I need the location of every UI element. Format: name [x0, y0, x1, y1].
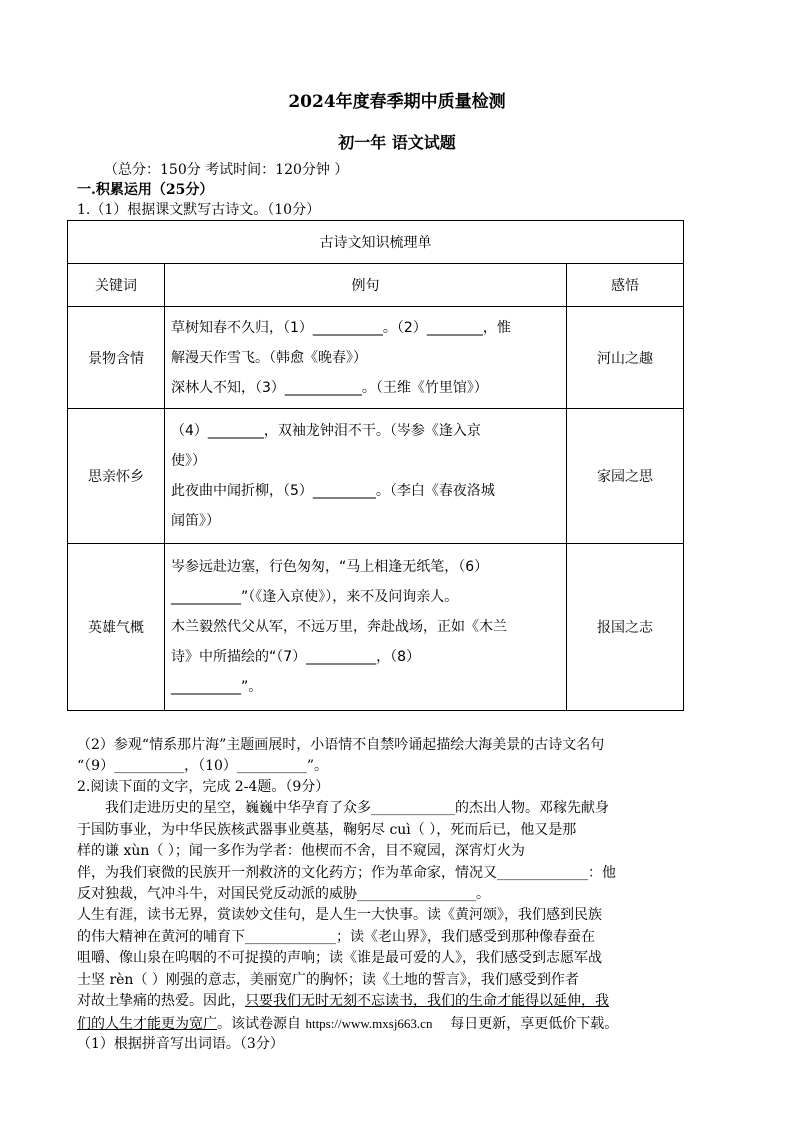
reading-paragraph-2 — [77, 905, 717, 1035]
insight-cell: 家园之思 — [567, 409, 684, 544]
paragraph-line: 样的谦 xùn（ ）；闻一多作为学者：他楔而不舍，目不窥园，深宵灯火为 — [77, 843, 525, 859]
example-line: 解漫天作雪飞。（韩愈《晚春》） — [171, 349, 367, 366]
exam-info: （总分：150分 考试时间：120分钟 ） — [104, 162, 349, 178]
example-line: 诗》中所描绘的“（7）__________，（8） — [171, 649, 421, 665]
paragraph-line: 的伟大精神在黄河的哺育下_____________；读《老山界》，我们感受到那种像春蚕在 — [77, 928, 595, 945]
header-insight: 感悟 — [567, 264, 684, 307]
question-2-intro: 2.阅读下面的文字，完成 2-4题。（9分） — [77, 779, 330, 795]
exam-title: 2024年度春季期中质量检测 — [288, 92, 506, 112]
question-2-1: （1）根据拼音写出词语。（3分） — [77, 1036, 284, 1052]
section-heading: 一.积累运用（25分） — [77, 182, 214, 198]
paragraph-line: 反对独裁，气冲斗牛，对国民党反动派的威胁_________________。 — [77, 886, 490, 902]
header-keyword: 关键词 — [68, 264, 165, 307]
example-line: __________”（《逢入京使》），来不及问询亲人。 — [171, 589, 459, 605]
example-line: 木兰毅然代父从军，不远万里，奔赴战场，正如《木兰 — [171, 619, 507, 635]
paragraph-text: 对故土挚痛的热爱。因此， — [77, 993, 245, 1009]
example-line: 闻笛》） — [171, 513, 220, 529]
example-line: 使》） — [171, 453, 206, 469]
paragraph-line: 我们走进历史的星空，巍巍中华孕育了众多____________的杰出人物。邓稼先献身 — [105, 800, 609, 816]
example-line: 岑参远赴边塞，行色匆匆，“马上相逢无纸笔，（6） — [171, 559, 489, 575]
reading-paragraph-1 — [77, 798, 717, 906]
watermark-url: https://www.mxsj663.cn — [305, 1015, 433, 1031]
question-1-intro: 1.（1）根据课文默写古诗文。（10分） — [77, 202, 321, 218]
example-line: （4）________，双袖龙钟泪不干。（岑参《逢入京 — [171, 423, 481, 439]
poetry-knowledge-table — [67, 220, 684, 711]
insight-cell: 河山之趣 — [567, 307, 684, 409]
example-line: 草树知春不久归，（1）__________。（2）________，惟 — [171, 319, 511, 336]
example-cell — [165, 307, 567, 409]
example-line: 深林人不知，（3）___________。（王维《竹里馆》） — [171, 379, 488, 396]
keyword-cell: 思亲怀乡 — [68, 409, 165, 544]
header-example: 例句 — [165, 264, 567, 307]
example-line: 此夜曲中闻折柳，（5）_________。（李白《春夜洛城 — [171, 483, 495, 499]
paragraph-line: 人生有涯，读书无界，赏读妙文佳句，是人生一大快事。读《黄河颂》，我们感到民族 — [77, 907, 602, 923]
paragraph-line: 于国防事业，为中华民族核武器事业奠基，鞠躬尽 cuì（ ），死而后已，他又是那 — [77, 821, 577, 838]
example-cell — [165, 409, 567, 544]
example-line: __________”。 — [171, 679, 263, 695]
underlined-sentence: 只要我们无时无刻不忘读书，我们的生命才能得以延伸，我 — [245, 993, 609, 1009]
underlined-sentence-end: 们的人生才能更为宽广 — [77, 1015, 217, 1032]
paragraph-line: 士坚 rèn（ ）刚强的意志，美丽宽广的胸怀；读《土地的誓言》，我们感受到作者 — [77, 971, 579, 988]
paragraph-line: 咀嚼、像山泉在呜咽的不可捉摸的声响；读《谁是最可爱的人》，我们感受到志愿军战 — [77, 950, 602, 966]
question-1-2-line1: （2）参观“情系那片海”主题画展时，小语情不自禁吟诵起描绘大海美景的古诗文名句 — [77, 737, 605, 753]
paragraph-line: 伴，为我们衰微的民族开一剂救济的文化药方；作为革命家，情况又_____________：他 — [77, 864, 616, 881]
example-cell — [165, 544, 567, 711]
exam-subtitle: 初一年 语文试题 — [338, 133, 456, 152]
keyword-cell: 英雄气概 — [68, 544, 165, 711]
insight-cell: 报国之志 — [567, 544, 684, 711]
question-1-2-line2: “（9）__________，（10）__________”。 — [77, 758, 329, 774]
paragraph-line — [77, 1013, 717, 1036]
table-caption: 古诗文知识梳理单 — [68, 221, 684, 264]
keyword-cell: 景物含情 — [68, 307, 165, 409]
paragraph-line — [77, 991, 717, 1013]
paragraph-text: 。该试卷源自 — [217, 1015, 301, 1032]
watermark-text: 每日更新，享更低价下载。 — [450, 1015, 619, 1032]
